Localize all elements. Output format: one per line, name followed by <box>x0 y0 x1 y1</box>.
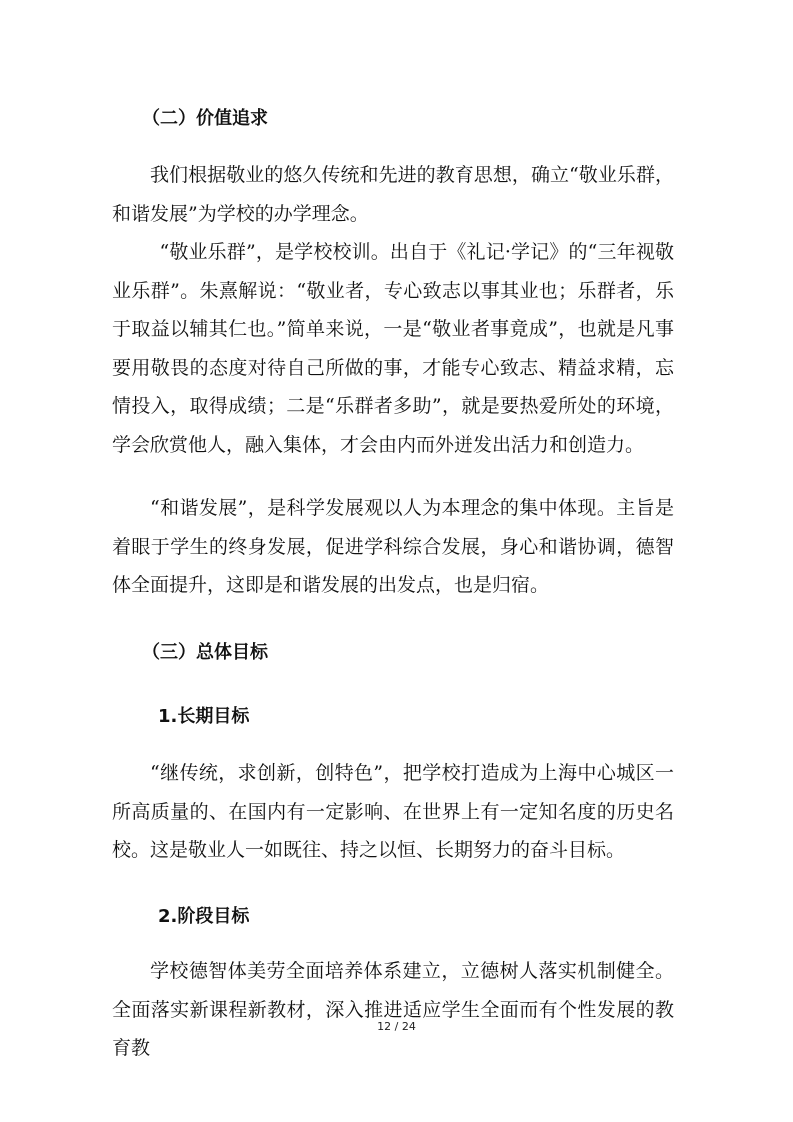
paragraph-school-philosophy: 我们根据敬业的悠久传统和先进的教育思想，确立“敬业乐群，和谐发展”为学校的办学理念。 <box>112 164 674 225</box>
page-number: 12 / 24 <box>377 1020 416 1033</box>
paragraph-harmonious-development: “和谐发展”，是科学发展观以人为本理念的集中体现。主旨是着眼于学生的终身发展，促进学科综合发展，身心和谐协调，德智体全面提升，这即是和谐发展的出发点，也是归宿。 <box>112 497 674 596</box>
subheading-stage-goal: 2.阶段目标 <box>158 906 250 927</box>
paragraph-long-term-goal: “继传统，求创新，创特色”，把学校打造成为上海中心城区一所高质量的、在国内有一定影响、在世界上有一定知名度的历史名校。这是敬业人一如既往、持之以恒、长期努力的奋斗目标。 <box>112 762 674 861</box>
section-heading-overall-goals: （三）总体目标 <box>142 642 268 663</box>
subheading-long-term-goal: 1.长期目标 <box>158 706 250 727</box>
section-heading-value-pursuit: （二）价值追求 <box>142 108 268 129</box>
paragraph-school-motto: “敬业乐群”，是学校校训。出自于《礼记·学记》的“三年视敬业乐群”。朱熹解说：“敬业者，专心致志以事其业也；乐群者，乐于取益以辅其仁也。”简单来说，一是“敬业者事竟成”，也就是凡事要用敬畏的态度对待自己所做的事，才能专心致志、精益求精，忘情投入，取得成绩；二是“乐群者多助”，就是要热爱所处的环境，学会欣赏他人，融入集体，才会由内而外迸发出活力和创造力。 <box>112 241 674 456</box>
paragraph-stage-goal: 学校德智体美劳全面培养体系建立，立德树人落实机制健全。全面落实新课程新教材，深入推进适应学生全面而有个性发展的教育教 <box>112 960 674 1059</box>
